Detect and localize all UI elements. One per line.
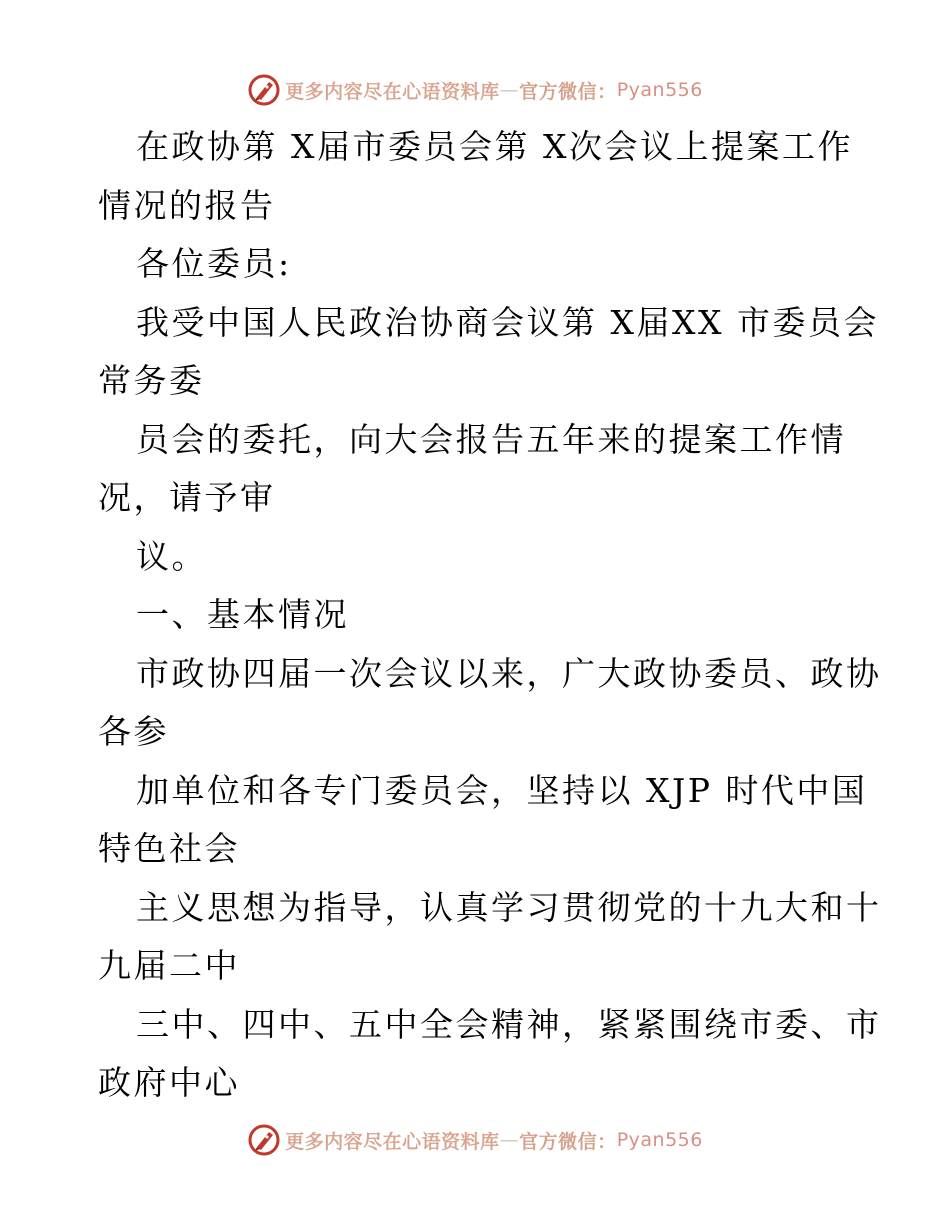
watermark-wechat-id: Pyan556 — [616, 79, 703, 101]
paragraph-line: 议。 — [136, 536, 207, 576]
watermark-separator: — — [499, 79, 520, 101]
section-heading: 一、基本情况 — [136, 595, 349, 634]
paragraph-line: 特色社会 — [98, 829, 240, 868]
header-watermark — [0, 70, 950, 110]
watermark-wechat-label: 官方微信： — [519, 1130, 617, 1153]
paragraph-line: 主义思想为指导，认真学习贯彻党的十九大和十 — [136, 887, 882, 927]
watermark-wechat-label: 官方微信： — [519, 80, 617, 103]
paragraph-line: 员会的委托，向大会报告五年来的提案工作情 — [136, 419, 846, 459]
paragraph-line: 常务委 — [98, 361, 205, 400]
document-body — [98, 118, 882, 1113]
paragraph-line: 政府中心 — [98, 1063, 240, 1102]
salutation: 各位委员: — [136, 244, 292, 283]
paragraph-line: 我受中国人民政治协商会议第 X届XX 市委员会 — [136, 302, 879, 342]
pen-nib-logo-icon — [247, 1123, 281, 1157]
footer-watermark — [0, 1120, 950, 1160]
watermark-slogan: 更多内容尽在心语资料库 — [285, 80, 500, 103]
paragraph-line: 加单位和各专门委员会，坚持以 XJP 时代中国 — [136, 770, 868, 810]
paragraph-line: 市政协四届一次会议以来，广大政协委员、政协 — [136, 653, 882, 693]
watermark-wechat-id: Pyan556 — [616, 1129, 703, 1151]
watermark-slogan: 更多内容尽在心语资料库 — [285, 1130, 500, 1153]
title-line-1: 在政协第 X届市委员会第 X次会议上提案工作 — [136, 127, 853, 166]
title-line-2: 情况的报告 — [98, 185, 276, 225]
watermark-separator: — — [499, 1129, 520, 1151]
pen-nib-logo-icon — [247, 73, 281, 107]
paragraph-line: 况，请予审 — [98, 478, 276, 517]
paragraph-line: 九届二中 — [98, 946, 240, 985]
paragraph-line: 各参 — [98, 712, 169, 751]
paragraph-line: 三中、四中、五中全会精神，紧紧围绕市委、市 — [136, 1004, 882, 1044]
